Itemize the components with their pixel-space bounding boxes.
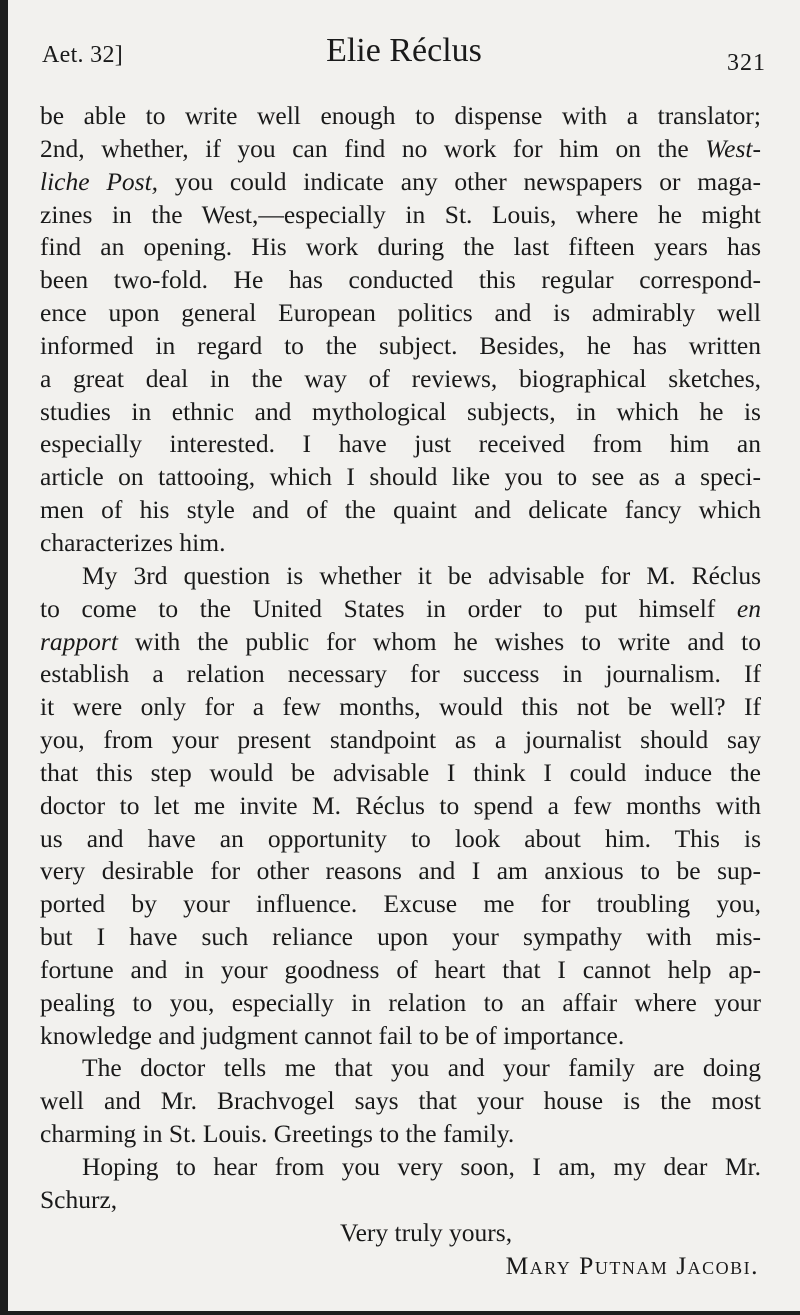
- line-text: knowledge and judgment cannot fail to be of importance.: [40, 1020, 625, 1050]
- line-text: men of his style and of the quaint and delicate fancy which: [40, 495, 761, 525]
- line-text: been two-fold. He has conducted this regular correspond-: [40, 265, 761, 295]
- text-line: [40, 1052, 761, 1085]
- text-line: [40, 757, 761, 790]
- line-text: Very truly yours,: [340, 1217, 513, 1247]
- text-line: [40, 297, 761, 330]
- text-line: [40, 626, 761, 659]
- page-number: 321: [727, 50, 766, 76]
- line-text: ported by your influence. Excuse me for troubling you,: [40, 889, 761, 919]
- signature: [40, 1250, 761, 1283]
- text-line: [40, 166, 761, 199]
- line-text: Hoping to hear from you very soon, I am, my dear Mr.: [82, 1152, 761, 1181]
- line-text: to come to the United States in order to put himself: [40, 593, 737, 623]
- line-text: establish a relation necessary for success in journalism. If: [40, 659, 761, 689]
- line-text: be able to write well enough to dispense with a translator;: [40, 101, 761, 130]
- line-text: fortune and in your goodness of heart that I cannot help ap-: [40, 954, 761, 984]
- text-line: [40, 527, 761, 560]
- text-line: [40, 100, 761, 133]
- text-line: [40, 494, 761, 527]
- line-text: ence upon general European politics and is admirably well: [40, 298, 761, 328]
- text-line: [40, 593, 761, 626]
- line-text: characterizes him.: [40, 527, 226, 557]
- text-line: [40, 330, 761, 363]
- line-text: charming in St. Louis. Greetings to the family.: [40, 1119, 515, 1149]
- line-text: Schurz,: [40, 1184, 118, 1214]
- running-head-title: Elie Réclus: [326, 32, 482, 69]
- letter-body: [40, 100, 761, 1282]
- text-line: [40, 790, 761, 823]
- line-text: us and have an opportunity to look about him. This is: [40, 823, 761, 853]
- line-text: especially interested. I have just received from him an: [40, 429, 761, 459]
- line-text: find an opening. His work during the last fifteen years has: [40, 232, 761, 262]
- line-text: My 3rd question is whether it be advisable for M. Réclus: [82, 560, 761, 590]
- line-text: The doctor tells me that you and your family are doing: [82, 1053, 761, 1083]
- line-text: but I have such reliance upon your sympathy with mis-: [40, 922, 761, 952]
- text-line: [40, 133, 761, 166]
- line-text: doctor to let me invite M. Réclus to spend a few months with: [40, 790, 761, 820]
- line-text: very desirable for other reasons and I am anxious to be sup-: [40, 856, 761, 886]
- running-header: [8, 0, 800, 100]
- text-line: [40, 231, 761, 264]
- text-line: [40, 724, 761, 757]
- italic-text: rapport: [40, 626, 118, 656]
- text-line: [40, 855, 761, 888]
- line-text: a great deal in the way of reviews, biographical sketches,: [40, 363, 761, 393]
- italic-text: liche Post,: [40, 166, 159, 196]
- text-line: [40, 264, 761, 297]
- line-text: zines in the West,—especially in St. Louis, where he might: [40, 199, 761, 229]
- text-line: [40, 888, 761, 921]
- line-text: pealing to you, especially in relation to an affair where your: [40, 987, 761, 1017]
- text-line: [40, 921, 761, 954]
- italic-text: en: [736, 593, 761, 623]
- text-line: [40, 1020, 761, 1053]
- line-text: it were only for a few months, would this not be well? If: [40, 692, 761, 722]
- text-line: [40, 987, 761, 1020]
- line-text: studies in ethnic and mythological subjects, in which he is: [40, 396, 761, 426]
- text-line: [40, 560, 761, 593]
- text-line: [40, 363, 761, 396]
- italic-text: West-: [705, 133, 761, 163]
- line-text: Mary Putnam Jacobi.: [505, 1250, 759, 1280]
- text-line: [40, 691, 761, 724]
- line-text: informed in regard to the subject. Besides, he has written: [40, 330, 761, 360]
- text-line: [40, 461, 761, 494]
- text-line: [40, 428, 761, 461]
- line-text: with the public for whom he wishes to write and to: [117, 626, 761, 656]
- running-head-left: Aet. 32]: [42, 42, 124, 68]
- text-line: [40, 823, 761, 856]
- text-line: [40, 1085, 761, 1118]
- line-text: 2nd, whether, if you can find no work for him on the: [40, 133, 706, 163]
- line-text: well and Mr. Brachvogel says that your house is the most: [40, 1086, 761, 1116]
- text-line: [40, 1118, 761, 1151]
- book-page: [8, 0, 800, 1311]
- text-line: [40, 396, 761, 429]
- text-line: [40, 1184, 761, 1217]
- line-text: you, from your present standpoint as a journalist should say: [40, 725, 761, 755]
- text-line: [40, 1151, 761, 1184]
- line-text: you could indicate any other newspapers or maga-: [158, 166, 761, 196]
- text-line: [40, 199, 761, 232]
- text-line: [40, 658, 761, 691]
- text-line: [40, 954, 761, 987]
- line-text: that this step would be advisable I think I could induce the: [40, 757, 761, 787]
- closing-line: [40, 1217, 761, 1250]
- line-text: article on tattooing, which I should like you to see as a speci-: [40, 462, 761, 492]
